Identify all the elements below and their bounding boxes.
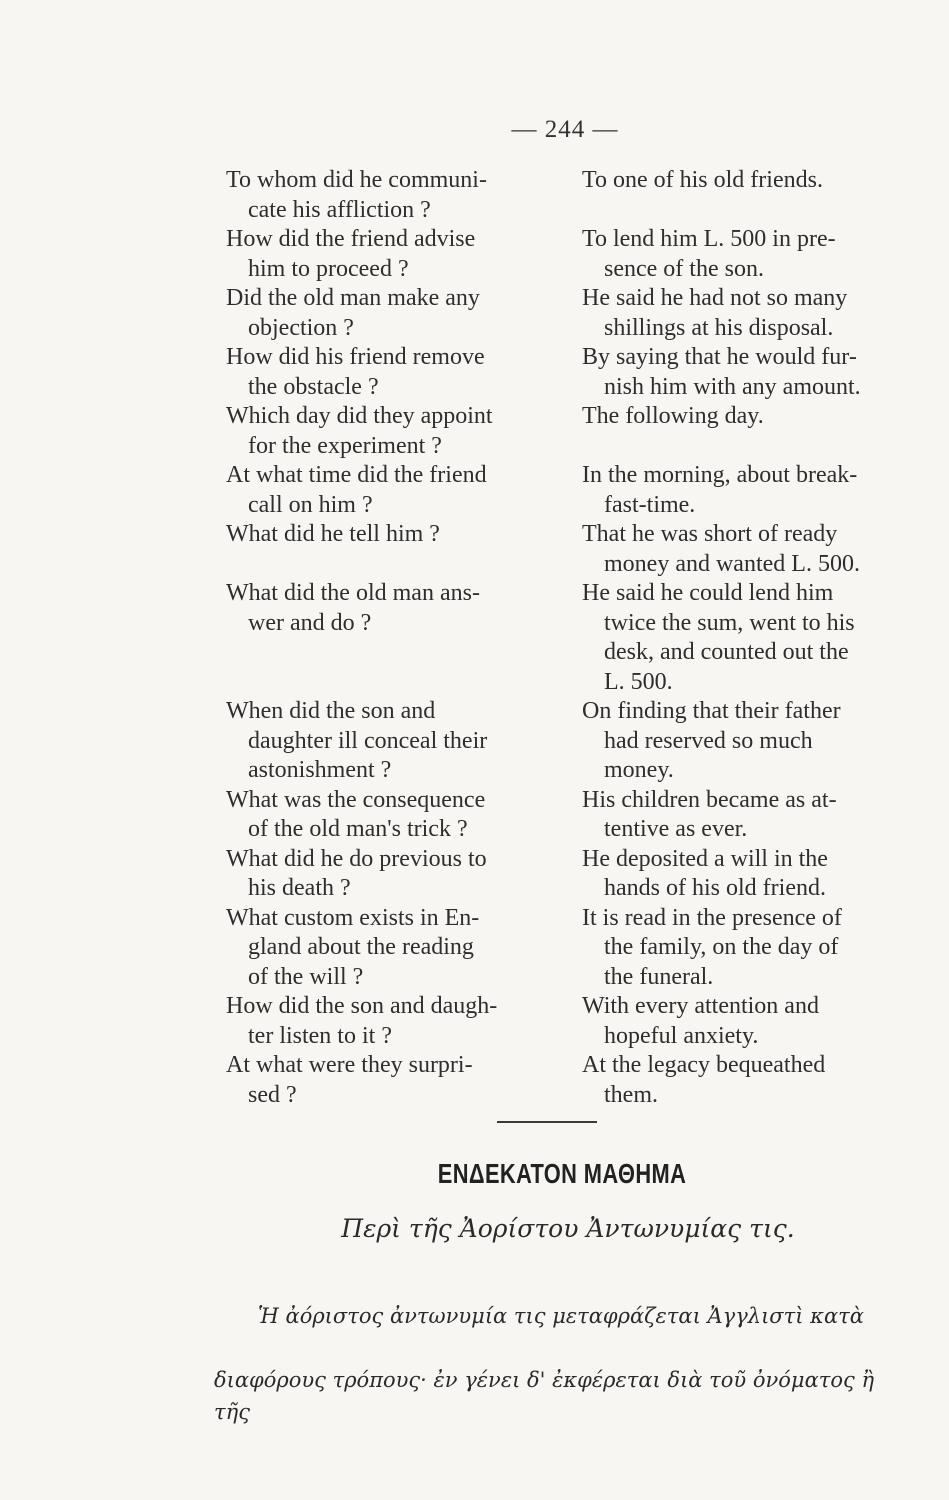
lesson-subtitle: Περὶ τῆς Ἀορίστου Ἀντωνυμίας τις.: [341, 1214, 795, 1243]
answer: His children became as at- tentive as ever.: [582, 786, 837, 842]
qa-row: [226, 166, 916, 225]
qa-row: [226, 1051, 916, 1110]
paragraph-line: Ἡ ἀόριστος ἀντωνυμία τις μεταφράζεται Ἀγγλιστὶ κατὰ: [258, 1304, 864, 1328]
qa-row: [226, 697, 916, 786]
page-number: — 244 —: [511, 116, 619, 143]
answer: To one of his old friends.: [582, 167, 823, 193]
question: How did his friend remove the obstacle ?: [226, 344, 485, 400]
answer: By saying that he would fur- nish him with any amount.: [582, 344, 861, 400]
qa-row: [226, 461, 916, 520]
qa-row: [226, 786, 916, 845]
answer: With every attention and hopeful anxiety.: [582, 993, 819, 1049]
qa-row: [226, 992, 916, 1051]
answer: The following day.: [582, 403, 764, 429]
question: When did the son and daughter ill conceal their astonishment ?: [226, 698, 488, 783]
qa-row: [226, 520, 916, 579]
section-divider: [497, 1121, 597, 1123]
question: Which day did they appoint for the experiment ?: [226, 403, 493, 459]
qa-row: [226, 579, 916, 697]
qa-row: [226, 904, 916, 993]
answer: In the morning, about break- fast-time.: [582, 462, 858, 518]
answer: He deposited a will in the hands of his old friend.: [582, 845, 828, 901]
question: What did he tell him ?: [226, 521, 440, 547]
question: How did the son and daugh- ter listen to it ?: [226, 993, 498, 1049]
question: How did the friend advise him to proceed ?: [226, 226, 476, 282]
qa-row: [226, 845, 916, 904]
paragraph-line: διαφόρους τρόπους· ἐν γένει δ' ἐκφέρεται διὰ τοῦ ὀνόματος ἢ τῆς: [214, 1368, 875, 1424]
question: To whom did he communi- cate his affliction ?: [226, 167, 487, 223]
body-paragraph: [214, 1268, 904, 1428]
question: What was the consequence of the old man's trick ?: [226, 786, 486, 842]
answer: That he was short of ready money and wanted L. 500.: [582, 521, 860, 577]
qa-row: [226, 225, 916, 284]
lesson-title: ΕΝΔΕΚΑΤΟΝ ΜΑΘΗΜΑ: [437, 1158, 687, 1189]
qa-row: [226, 343, 916, 402]
question: Did the old man make any objection ?: [226, 285, 480, 341]
answer: On finding that their father had reserved so much money.: [582, 698, 841, 783]
question: At what time did the friend call on him ?: [226, 462, 487, 518]
answer: He said he could lend him twice the sum, went to his desk, and counted out the L. 500.: [582, 580, 855, 695]
answer: He said he had not so many shillings at his disposal.: [582, 285, 848, 341]
question: What custom exists in En- gland about the reading of the will ?: [226, 904, 480, 990]
qa-row: [226, 284, 916, 343]
question: What did the old man ans- wer and do ?: [226, 580, 480, 636]
question: At what were they surpri- sed ?: [226, 1052, 473, 1108]
answer: At the legacy bequeathed them.: [582, 1052, 826, 1108]
question-answer-list: [226, 166, 916, 1110]
question: What did he do previous to his death ?: [226, 845, 487, 901]
qa-row: [226, 402, 916, 461]
answer: It is read in the presence of the family, on the day of the funeral.: [582, 904, 842, 990]
answer: To lend him L. 500 in pre- sence of the son.: [582, 226, 836, 282]
